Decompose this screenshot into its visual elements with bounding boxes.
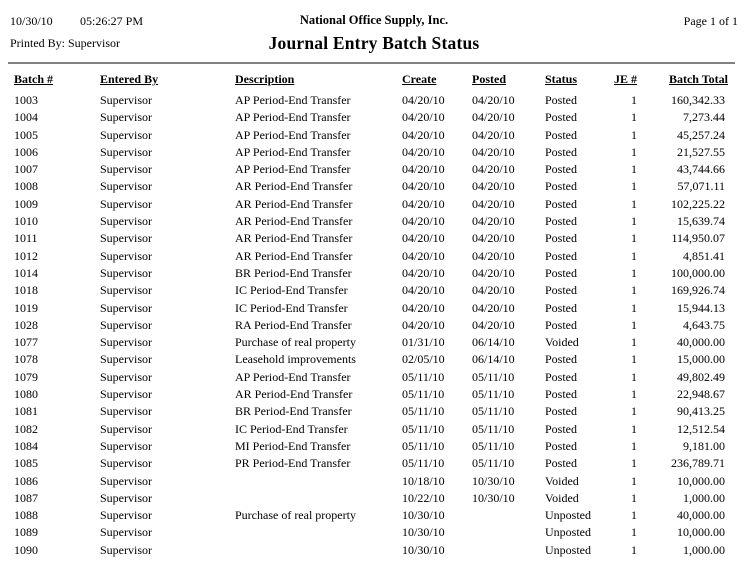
print-date: 10/30/10	[10, 14, 53, 28]
cell-posted-date: 04/20/10	[472, 127, 515, 142]
cell-entered-by: Supervisor	[100, 127, 152, 142]
cell-batch-total: 4,643.75	[683, 317, 725, 332]
report-title: Journal Entry Batch Status	[268, 33, 480, 53]
cell-batch-number: 1019	[14, 300, 38, 315]
page-number-label: Page 1 of 1	[683, 14, 738, 28]
cell-status: Posted	[545, 214, 578, 229]
table-row	[14, 421, 735, 438]
cell-je-number: 1	[631, 265, 637, 280]
cell-batch-number: 1009	[14, 196, 38, 211]
cell-batch-total: 22,948.67	[677, 387, 725, 402]
cell-status: Posted	[545, 265, 578, 280]
cell-entered-by: Supervisor	[100, 317, 152, 332]
cell-je-number: 1	[631, 162, 637, 177]
cell-posted-date: 05/11/10	[472, 369, 515, 384]
cell-je-number: 1	[631, 144, 637, 159]
cell-create-date: 04/20/10	[402, 214, 445, 229]
table-row	[14, 490, 735, 507]
table-row	[14, 524, 735, 541]
table-row	[14, 300, 735, 317]
column-header-entered-by: Entered By	[100, 72, 159, 86]
cell-posted-date: 04/20/10	[472, 214, 515, 229]
cell-je-number: 1	[631, 283, 637, 298]
cell-batch-total: 15,000.00	[677, 352, 725, 367]
cell-status: Posted	[545, 127, 578, 142]
cell-create-date: 04/20/10	[402, 317, 445, 332]
cell-batch-total: 9,181.00	[683, 438, 725, 453]
cell-status: Posted	[545, 283, 578, 298]
cell-create-date: 04/20/10	[402, 231, 445, 246]
table-body	[14, 92, 735, 559]
cell-entered-by: Supervisor	[100, 265, 152, 280]
cell-create-date: 10/30/10	[402, 508, 445, 523]
table-row	[14, 92, 735, 109]
cell-description	[235, 524, 402, 541]
cell-je-number: 1	[631, 387, 637, 402]
cell-create-date: 04/20/10	[402, 110, 445, 125]
cell-je-number: 1	[631, 473, 637, 488]
cell-create-date: 05/11/10	[402, 421, 445, 436]
cell-create-date: 04/20/10	[402, 144, 445, 159]
cell-description	[235, 542, 402, 559]
cell-posted-date: 05/11/10	[472, 438, 515, 453]
cell-create-date: 10/30/10	[402, 542, 445, 557]
cell-posted-date: 10/30/10	[472, 473, 515, 488]
cell-batch-number: 1005	[14, 127, 38, 142]
table-row	[14, 196, 735, 213]
cell-entered-by: Supervisor	[100, 369, 152, 384]
cell-create-date: 05/11/10	[402, 369, 445, 384]
table-row	[14, 507, 735, 524]
printed-by-label: Printed By: Supervisor	[10, 36, 120, 50]
cell-description: AR Period-End Transfer	[235, 196, 353, 211]
cell-batch-total: 7,273.44	[683, 110, 725, 125]
cell-status: Posted	[545, 369, 578, 384]
cell-posted-date: 04/20/10	[472, 317, 515, 332]
table-header-row	[14, 70, 735, 92]
cell-batch-number: 1028	[14, 317, 38, 332]
cell-create-date: 10/18/10	[402, 473, 445, 488]
cell-batch-total: 4,851.41	[683, 248, 725, 263]
table-row	[14, 109, 735, 126]
cell-je-number: 1	[631, 300, 637, 315]
cell-description: IC Period-End Transfer	[235, 283, 348, 298]
cell-je-number: 1	[631, 179, 637, 194]
cell-create-date: 04/20/10	[402, 179, 445, 194]
table-row	[14, 438, 735, 455]
cell-status: Posted	[545, 438, 578, 453]
cell-je-number: 1	[631, 196, 637, 211]
cell-status: Posted	[545, 248, 578, 263]
cell-description: RA Period-End Transfer	[235, 317, 352, 332]
table-row	[14, 334, 735, 351]
cell-batch-total: 40,000.00	[677, 508, 725, 523]
cell-batch-number: 1079	[14, 369, 38, 384]
cell-entered-by: Supervisor	[100, 196, 152, 211]
cell-status: Posted	[545, 93, 578, 107]
cell-batch-total: 160,342.33	[671, 93, 725, 107]
table-row	[14, 386, 735, 403]
cell-posted-date: 05/11/10	[472, 456, 515, 471]
table-row	[14, 144, 735, 161]
cell-entered-by: Supervisor	[100, 542, 152, 557]
cell-batch-total: 43,744.66	[677, 162, 725, 177]
cell-create-date: 04/20/10	[402, 283, 445, 298]
cell-create-date: 10/22/10	[402, 490, 445, 505]
table-row	[14, 127, 735, 144]
cell-batch-number: 1088	[14, 508, 38, 523]
cell-je-number: 1	[631, 110, 637, 125]
cell-create-date: 02/05/10	[402, 352, 445, 367]
cell-posted-date: 04/20/10	[472, 144, 515, 159]
table-row	[14, 369, 735, 386]
cell-status: Posted	[545, 179, 578, 194]
cell-batch-total: 12,512.54	[677, 421, 725, 436]
cell-status: Posted	[545, 456, 578, 471]
cell-je-number: 1	[631, 404, 637, 419]
cell-posted-date: 04/20/10	[472, 196, 515, 211]
cell-je-number: 1	[631, 214, 637, 229]
table-row	[14, 317, 735, 334]
cell-entered-by: Supervisor	[100, 490, 152, 505]
cell-entered-by: Supervisor	[100, 404, 152, 419]
cell-entered-by: Supervisor	[100, 352, 152, 367]
cell-je-number: 1	[631, 231, 637, 246]
cell-posted-date	[472, 542, 545, 559]
table-row	[14, 161, 735, 178]
cell-batch-number: 1078	[14, 352, 38, 367]
cell-batch-number: 1085	[14, 456, 38, 471]
cell-description: AP Period-End Transfer	[235, 162, 351, 177]
cell-entered-by: Supervisor	[100, 438, 152, 453]
cell-status: Posted	[545, 110, 578, 125]
cell-description: AR Period-End Transfer	[235, 214, 353, 229]
cell-status: Voided	[545, 490, 579, 505]
cell-batch-number: 1010	[14, 214, 38, 229]
cell-batch-total: 90,413.25	[677, 404, 725, 419]
cell-status: Posted	[545, 300, 578, 315]
cell-description: AR Period-End Transfer	[235, 387, 353, 402]
table-row	[14, 282, 735, 299]
cell-batch-total: 114,950.07	[671, 231, 725, 246]
cell-entered-by: Supervisor	[100, 110, 152, 125]
cell-posted-date: 04/20/10	[472, 283, 515, 298]
cell-batch-total: 1,000.00	[683, 490, 725, 505]
cell-batch-number: 1087	[14, 490, 38, 505]
cell-entered-by: Supervisor	[100, 283, 152, 298]
cell-posted-date: 04/20/10	[472, 248, 515, 263]
cell-description	[235, 473, 402, 490]
cell-entered-by: Supervisor	[100, 300, 152, 315]
cell-je-number: 1	[631, 317, 637, 332]
cell-entered-by: Supervisor	[100, 335, 152, 350]
cell-entered-by: Supervisor	[100, 93, 152, 107]
table-row	[14, 248, 735, 265]
cell-batch-number: 1089	[14, 525, 38, 540]
cell-posted-date: 04/20/10	[472, 300, 515, 315]
cell-posted-date: 04/20/10	[472, 162, 515, 177]
cell-posted-date: 05/11/10	[472, 421, 515, 436]
cell-batch-number: 1018	[14, 283, 38, 298]
cell-entered-by: Supervisor	[100, 248, 152, 263]
cell-batch-number: 1077	[14, 335, 38, 350]
cell-status: Unposted	[545, 542, 591, 557]
cell-description: AR Period-End Transfer	[235, 231, 353, 246]
cell-create-date: 05/11/10	[402, 438, 445, 453]
cell-batch-total: 45,257.24	[677, 127, 725, 142]
cell-create-date: 04/20/10	[402, 93, 445, 107]
cell-entered-by: Supervisor	[100, 456, 152, 471]
cell-je-number: 1	[631, 508, 637, 523]
cell-batch-number: 1003	[14, 93, 38, 107]
cell-status: Posted	[545, 352, 578, 367]
print-time: 05:26:27 PM	[80, 14, 144, 28]
cell-batch-total: 49,802.49	[677, 369, 725, 384]
column-header-create-date: Create	[402, 72, 437, 86]
cell-entered-by: Supervisor	[100, 421, 152, 436]
cell-je-number: 1	[631, 456, 637, 471]
company-name: National Office Supply, Inc.	[299, 13, 449, 27]
cell-posted-date: 04/20/10	[472, 179, 515, 194]
cell-batch-total: 21,527.55	[677, 144, 725, 159]
cell-posted-date: 06/14/10	[472, 335, 515, 350]
cell-posted-date: 04/20/10	[472, 93, 515, 107]
table-row	[14, 403, 735, 420]
batch-status-table	[14, 70, 735, 559]
table-row	[14, 265, 735, 282]
cell-create-date: 05/11/10	[402, 456, 445, 471]
cell-description	[235, 490, 402, 507]
cell-status: Posted	[545, 231, 578, 246]
cell-batch-number: 1004	[14, 110, 38, 125]
cell-je-number: 1	[631, 352, 637, 367]
cell-batch-number: 1006	[14, 144, 38, 159]
cell-batch-total: 57,071.11	[677, 179, 725, 194]
cell-description: BR Period-End Transfer	[235, 265, 352, 280]
cell-create-date: 04/20/10	[402, 300, 445, 315]
cell-status: Posted	[545, 144, 578, 159]
cell-create-date: 04/20/10	[402, 127, 445, 142]
cell-description: AP Period-End Transfer	[235, 110, 351, 125]
cell-batch-total: 102,225.22	[671, 196, 725, 211]
cell-batch-number: 1084	[14, 438, 38, 453]
cell-batch-number: 1082	[14, 421, 38, 436]
cell-status: Voided	[545, 335, 579, 350]
cell-je-number: 1	[631, 93, 637, 107]
cell-entered-by: Supervisor	[100, 144, 152, 159]
cell-posted-date: 05/11/10	[472, 387, 515, 402]
cell-posted-date: 05/11/10	[472, 404, 515, 419]
cell-description: Purchase of real property	[235, 335, 356, 350]
column-header-posted-date: Posted	[472, 72, 506, 86]
cell-entered-by: Supervisor	[100, 525, 152, 540]
cell-posted-date	[472, 524, 545, 541]
cell-description: Purchase of real property	[235, 508, 356, 523]
cell-create-date: 04/20/10	[402, 265, 445, 280]
cell-create-date: 04/20/10	[402, 248, 445, 263]
cell-posted-date: 06/14/10	[472, 352, 515, 367]
cell-description: PR Period-End Transfer	[235, 456, 351, 471]
cell-posted-date	[472, 507, 545, 524]
cell-create-date: 04/20/10	[402, 162, 445, 177]
cell-entered-by: Supervisor	[100, 214, 152, 229]
column-header-description: Description	[235, 72, 295, 86]
cell-batch-number: 1008	[14, 179, 38, 194]
cell-description: IC Period-End Transfer	[235, 421, 348, 436]
cell-description: AP Period-End Transfer	[235, 144, 351, 159]
cell-batch-total: 236,789.71	[671, 456, 725, 471]
table-row	[14, 542, 735, 559]
cell-je-number: 1	[631, 127, 637, 142]
cell-je-number: 1	[631, 438, 637, 453]
table-row	[14, 230, 735, 247]
cell-je-number: 1	[631, 335, 637, 350]
cell-batch-number: 1090	[14, 542, 38, 557]
cell-batch-total: 15,944.13	[677, 300, 725, 315]
column-header-je-number: JE #	[613, 72, 637, 86]
cell-batch-total: 10,000.00	[677, 473, 725, 488]
column-header-batch-total: Batch Total	[668, 72, 728, 86]
cell-create-date: 05/11/10	[402, 387, 445, 402]
cell-batch-number: 1086	[14, 473, 38, 488]
cell-entered-by: Supervisor	[100, 179, 152, 194]
cell-create-date: 05/11/10	[402, 404, 445, 419]
table-row	[14, 351, 735, 368]
cell-entered-by: Supervisor	[100, 231, 152, 246]
column-header-batch-number: Batch #	[14, 72, 53, 86]
cell-description: Leasehold improvements	[235, 352, 356, 367]
cell-je-number: 1	[631, 525, 637, 540]
cell-batch-number: 1007	[14, 162, 38, 177]
table-row	[14, 213, 735, 230]
cell-status: Unposted	[545, 508, 591, 523]
cell-description: MI Period-End Transfer	[235, 438, 351, 453]
cell-create-date: 04/20/10	[402, 196, 445, 211]
cell-status: Posted	[545, 196, 578, 211]
cell-posted-date: 10/30/10	[472, 490, 515, 505]
cell-batch-number: 1011	[14, 231, 38, 246]
cell-status: Posted	[545, 162, 578, 177]
cell-je-number: 1	[631, 542, 637, 557]
cell-status: Unposted	[545, 525, 591, 540]
cell-status: Posted	[545, 387, 578, 402]
cell-batch-total: 40,000.00	[677, 335, 725, 350]
cell-entered-by: Supervisor	[100, 387, 152, 402]
cell-create-date: 01/31/10	[402, 335, 445, 350]
cell-status: Posted	[545, 404, 578, 419]
cell-create-date: 10/30/10	[402, 525, 445, 540]
cell-batch-number: 1012	[14, 248, 38, 263]
cell-description: AP Period-End Transfer	[235, 93, 351, 107]
cell-batch-total: 100,000.00	[671, 265, 725, 280]
cell-je-number: 1	[631, 490, 637, 505]
table-row	[14, 473, 735, 490]
table-row	[14, 455, 735, 472]
cell-posted-date: 04/20/10	[472, 231, 515, 246]
cell-description: AP Period-End Transfer	[235, 369, 351, 384]
cell-entered-by: Supervisor	[100, 162, 152, 177]
cell-posted-date: 04/20/10	[472, 110, 515, 125]
cell-description: AR Period-End Transfer	[235, 248, 353, 263]
column-header-status: Status	[545, 72, 578, 86]
cell-description: IC Period-End Transfer	[235, 300, 348, 315]
cell-je-number: 1	[631, 248, 637, 263]
cell-status: Posted	[545, 317, 578, 332]
table-row	[14, 178, 735, 195]
cell-description: BR Period-End Transfer	[235, 404, 352, 419]
cell-je-number: 1	[631, 369, 637, 384]
cell-batch-total: 169,926.74	[671, 283, 725, 298]
cell-je-number: 1	[631, 421, 637, 436]
cell-batch-number: 1080	[14, 387, 38, 402]
cell-entered-by: Supervisor	[100, 508, 152, 523]
cell-batch-total: 10,000.00	[677, 525, 725, 540]
cell-description: AR Period-End Transfer	[235, 179, 353, 194]
cell-batch-total: 15,639.74	[677, 214, 725, 229]
cell-entered-by: Supervisor	[100, 473, 152, 488]
cell-status: Voided	[545, 473, 579, 488]
cell-batch-number: 1014	[14, 265, 38, 280]
cell-description: AP Period-End Transfer	[235, 127, 351, 142]
cell-status: Posted	[545, 421, 578, 436]
cell-batch-total: 1,000.00	[683, 542, 725, 557]
header-divider	[8, 62, 735, 64]
cell-batch-number: 1081	[14, 404, 38, 419]
cell-posted-date: 04/20/10	[472, 265, 515, 280]
